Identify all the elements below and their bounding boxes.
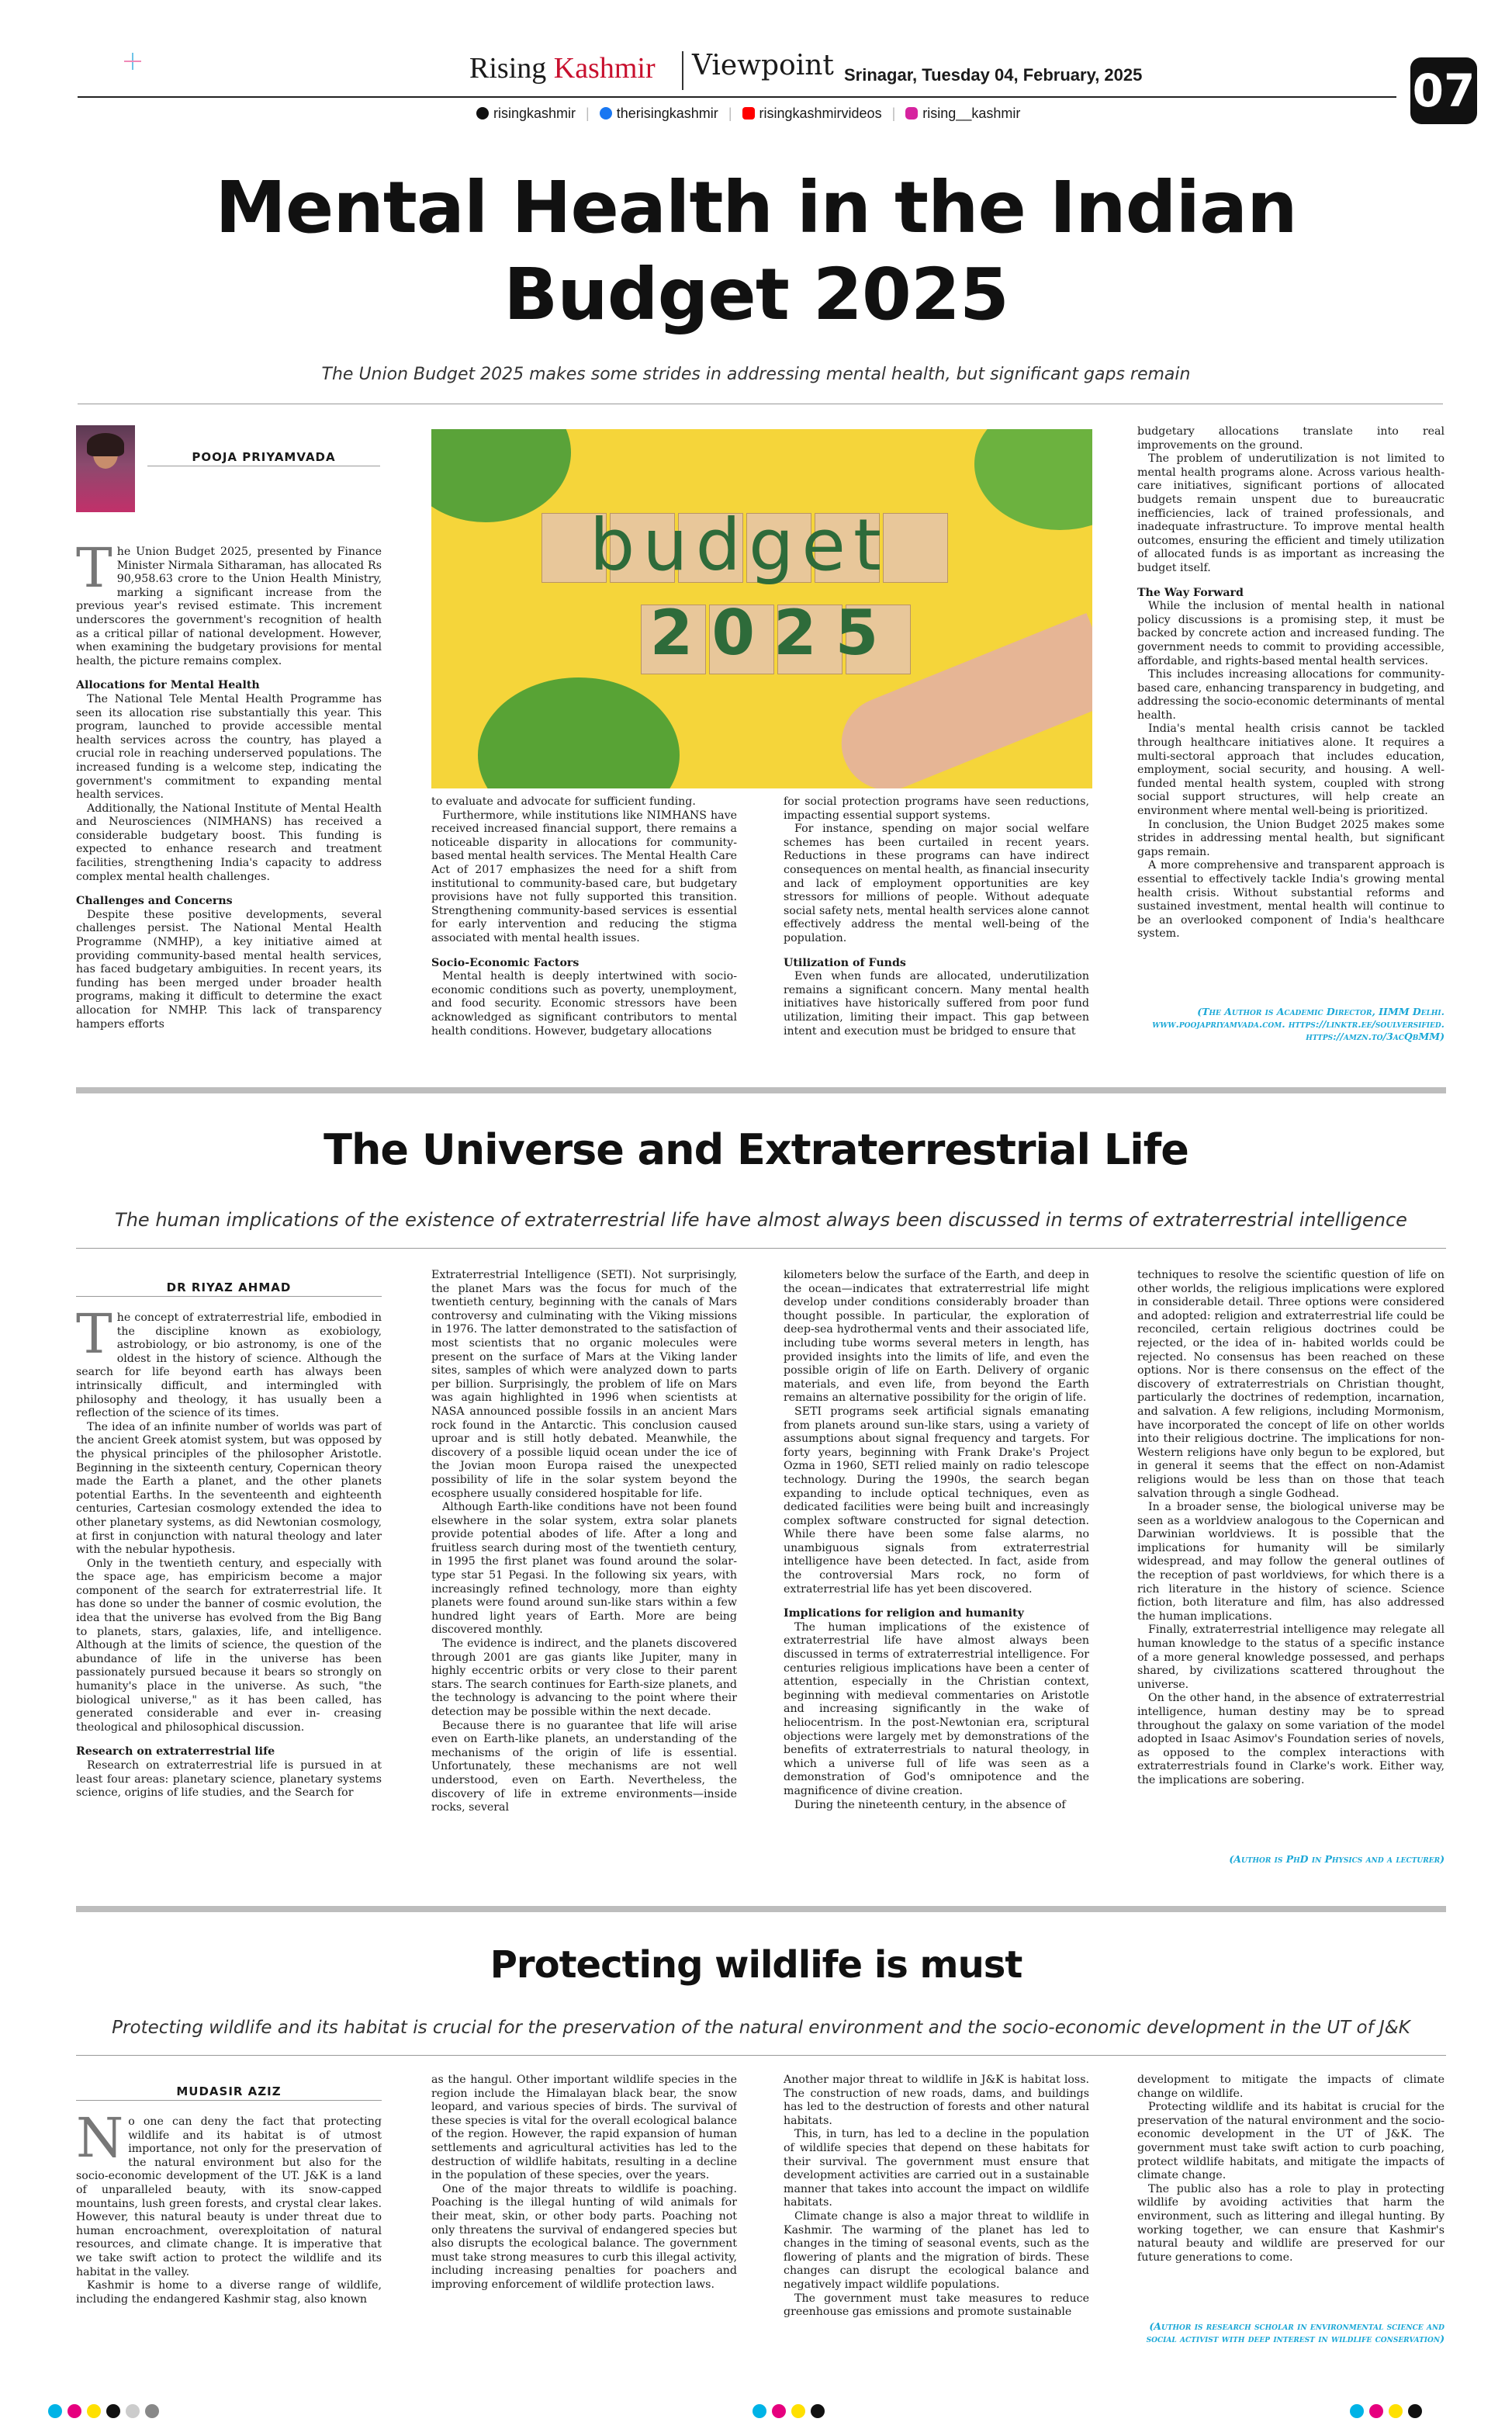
article3-col3: Another major threat to wildlife in J&K is habitat loss. The construction of new roads, dams, and buildings has led to the destruction of forests and other natural habitats. This, in turn, has led to a decline in the population of wildlife species that depend on these habitats for their survival. The government must ensure that development activities are carried out in a sustainable manner that takes into account the impact on wildlife habitats. Climate change is also a major threat to wildlife in Kashmir. The warming of the planet has led to changes in the timing of seasonal events, such as the flowering of plants and the migration of birds. These changes can disrupt the ecological balance and negatively impact wildlife populations. The government must take measures to reduce greenhouse gas emissions and promote sustainable (784, 2074, 1089, 2319)
masthead-divider (682, 51, 683, 90)
article3-col4: development to mitigate the impacts of climate change on wildlife. Protecting wildlife and its habitat is crucial for the preservation of the natural environment and the socio-economic development in the UT of J&K. The government must take swift action to curb poaching, protect wildlife habitats, and mitigate the impacts of climate change. The public also has a role to play in protecting wildlife by avoiding activities that harm the environment, such as littering and illegal hunting. By working together, we can ensure that Kashmir's natural beauty and wildlife are preserved for our future generations to come. (1137, 2074, 1445, 2264)
article1-byline: POOJA PRIYAMVADA (192, 450, 336, 464)
article2-col2: Extraterrestrial Intelligence (SETI). Not surprisingly, the planet Mars was the focus for much of the twentieth century, beginning with the canals of Mars controversy and culminating with the Viking missions in 1976. The latter demonstrated to the satisfaction of most scientists that no organic molecules were present on the surface of Mars at the Viking lander sites, samples of which were analyzed down to parts per billion. Surprisingly, the problem of life on Mars was again highlighted in 1996 when scientists at NASA announced possible fossils in an ancient Mars rock found in the Antarctic. This conclusion caused uproar and is still hotly debated. Meanwhile, the discovery of a possible liquid ocean under the ice of the Jovian moon Europa raised the unexpected possibility of life in the solar system beyond the ecosphere usually considered hospitable for life. Although Earth-like conditions have not been found elsewhere in the solar system, extra solar planets provide potential abodes of life. After a long and fruitless search during most of the twentieth century, in 1995 the first planet was found around the solar-type star 51 Pegasi. In the following six years, with increasingly refined technology, more than eighty planets were found around sun-like stars within a few hundred light years of Earth. More are being discovered monthly. The evidence is indirect, and the planets discovered through 2001 are gas giants like Jupiter, many in highly eccentric orbits or very close to their parent stars. The search continues for Earth-size planets, and the technology is advancing to the point where their detection may be possible within the next decade. Because there is no guarantee that life will arise even on Earth-like planets, an understanding of the mechanisms of the origin of life is essential. Unfortunately, these mechanisms are not well understood, even on Earth. Nevertheless, the discovery of life in extreme environments—inside rocks, several (431, 1269, 737, 1814)
masthead-rule (78, 96, 1396, 98)
social-x[interactable]: risingkashmir (476, 106, 576, 121)
section-divider-2 (76, 1906, 1446, 1912)
section-name: Viewpoint (692, 50, 834, 81)
article2-col1: T he concept of extraterrestrial life, embodied in the discipline known as exobiology, astrobiology, or bio astronomy, is one of the oldest in the history of science. Although the search for life beyond earth has always been intrinsically difficult, and intermingled with philosophy and theology, it has usually been a reflection of the science of its times. The idea of an infinite number of worlds was part of the ancient Greek atomist system, but was opposed by the physical principles of the philosopher Aristotle. Beginning in the sixteenth century, Copernican theory made the Earth a planet, and the other planets potential Earths. In the seventeenth and eighteenth centuries, Cartesian cosmology extended the idea to other planetary systems, as did Newtonian cosmology, at first in conjunction with natural theology and later with the nebular hypothesis. Only in the twentieth century, and especially with the space age, has empiricism become a major component of the search for extraterrestrial life. It has done so under the banner of cosmic evolution, the idea that the universe has evolved from the Big Bang to planets, stars, galaxies, life, and intelligence. Although at the limits of science, the question of the abundance of life in the universe has been passionately pursued because it bears so strongly on humanity's place in the universe. As such, "the biological universe," as it has been called, has generated considerable and ever in- creasing theological and philosophical discussion. Research on extraterrestrial life Research on extraterrestrial life is pursued in at least four areas: planetary science, planetary systems science, origins of life studies, and the Search for (76, 1312, 382, 1800)
brand-rising: Rising (469, 52, 547, 85)
masthead (0, 0, 1512, 136)
brand-kashmir: Kashmir (553, 52, 656, 85)
article2-title: The Universe and Extraterrestrial Life (324, 1125, 1188, 1174)
article2-col4: techniques to resolve the scientific question of life on other worlds, the religious implications were explored in considerable detail. Three options were considered and adopted: religion and extraterrestrial life could be reconciled, certain religious doctrines could be rejected, or the idea of in- habited worlds could be rejected. No consensus has been reached on these options. Nor is there consensus on the effect of the discovery of extraterrestrials on Christian thought, particularly the doctrines of redemption, incarnation, and salvation. A few religions, including Mormonism, have incorporated the concept of life on other worlds into their religious doctrine. The implications for non-Western religions have only begun to be explored, but in general it seems that the effect on non-Adamist religions would be less than on those that teach salvation through a single Godhead. In a broader sense, the biological universe may be seen as a worldview analogous to the Copernican and Darwinian worldviews. It is possible that the implications for humanity will be similarly widespread, and may follow the general outlines of the reception of past worldviews, for which there is a rich literature in the history of science. Science fiction, both literature and film, has also addressed the human implications. Finally, extraterrestrial intelligence may relegate all human knowledge to the status of a specific instance of a more general knowledge possessed, and perhaps shared, by civilizations scattered throughout the universe. On the other hand, in the absence of extraterrestrial intelligence, human destiny may be to spread throughout the galaxy on some variation of the model adopted in Isaac Asimov's Foundation series of novels, as opposed to the complex interactions with extraterrestrials found in Clarke's work. Either way, the implications are sobering. (1137, 1269, 1445, 1786)
article2-byline: DR RIYAZ AHMAD (166, 1280, 292, 1294)
x-icon (476, 107, 489, 120)
article1-title: Mental Health in the Indian Budget 2025 (215, 166, 1297, 336)
section-divider-1 (76, 1087, 1446, 1093)
article3-title: Protecting wildlife is must (490, 1943, 1022, 1987)
article1-col1: T he Union Budget 2025, presented by Finance Minister Nirmala Sitharaman, has allocated Rs 90,958.63 crore to the Union Health Ministry, marking a significant increase from the previous year's revised estimate. This increment underscores the government's recognition of health as a critical pillar of national development. However, when examining the budgetary provisions for mental health, the picture remains complex. Allocations for Mental Health The National Tele Mental Health Programme has seen its allocation rise substantially this year. This program, launched to provide accessible mental health services across the country, has played a crucial role in reaching underserved populations. The increased funding is a welcome step, indicating the government's commitment to expanding mental health services. Additionally, the National Institute of Mental Health and Neurosciences (NIMHANS) has received a considerable budgetary boost. This funding is expected to enhance research and treatment facilities, strengthening India's capacity to address complex mental health challenges. Challenges and Concerns Despite these positive developments, several challenges persist. The National Mental Health Programme (NMHP), a key initiative aimed at providing community-based mental health services, has faced budgetary ambiguities. In recent years, its funding has been merged under broader health programs, making it difficult to determine the exact allocation for NMHP. This lack of transparency hampers efforts (76, 546, 382, 1031)
article1-author-note: (The Author is Academic Director, IIMM Delhi. www.poojapriyamvada.com. https://linktr.ee/soulversified. https://amzn.to/3acQbMM) (1152, 1006, 1445, 1042)
social-facebook[interactable]: therisingkashmir (600, 106, 718, 121)
page-number: 07 (1410, 57, 1477, 124)
article3-byline: MUDASIR AZIZ (176, 2084, 282, 2098)
youtube-icon (742, 107, 755, 120)
brand-logo (469, 51, 656, 85)
article1-col2: to evaluate and advocate for sufficient funding. Furthermore, while institutions like NIMHANS have received increased financial support, there remains a noticeable disparity in allocations for community-based mental health services. The Mental Health Care Act of 2017 emphasizes the need for a shift from institutional to community-based care, but budgetary provisions have not fully supported this transition. Strengthening community-based services is essential for early intervention and reducing the stigma associated with mental health issues. Socio-Economic Factors Mental health is deeply intertwined with socio-economic conditions such as poverty, unemployment, and food security. Economic stressors have been acknowledged as significant contributors to mental health conditions. However, budgetary allocations (431, 795, 737, 1038)
registration-mark-icon (124, 53, 141, 70)
year-word: 2025 (649, 597, 898, 669)
article2-col3: kilometers below the surface of the Earth, and deep in the ocean—indicates that extraterrestrial life might develop under conditions considerably broader than thought possible. In particular, the exploration of deep-sea hydrothermal vents and their associated life, including tube worms several meters in length, has provided insights into the limits of life, and even the possible origin of life on Earth. Delivery of organic materials, and even life, from beyond the Earth remains an alternative possibility for the origin of life. SETI programs seek artificial signals emanating from planets around sun-like stars, using a variety of assumptions about signal frequency and targets. For forty years, beginning with Frank Drake's Project Ozma in 1960, SETI relied mainly on radio telescope technology. During the 1990s, the search began expanding to include optical techniques, even as dedicated facilities were being built and increasingly complex software constructed for signal detection. While there have been some false alarms, no unambiguous signals from extraterrestrial intelligence have been detected. In fact, aside from the controversial Mars rock, no form of extraterrestrial life has yet been discovered. Implications for religion and humanity The human implications of the existence of extraterrestrial life have almost always been discussed in terms of extraterrestrial intelligence. For centuries religious implications have been a center of attention, especially in the Christian context, beginning with medieval commentaries on Aristotle and increasing significantly in the wake of heliocentrism. In the post-Newtonian era, scriptural objections were largely met by demonstrations of the benefits of extraterrestrials to natural theology, in which a universe full of life was seen as a demonstration of God's omnipotence and the magnificence of divine creation. During the nineteenth century, in the absence of (784, 1269, 1089, 1811)
drop-cap: T (76, 546, 112, 600)
article2-deck-rule (76, 1248, 1446, 1249)
budget-word: budget (589, 504, 890, 587)
article3-deck: Protecting wildlife and its habitat is crucial for the preservation of the natural environment and the socio-economic development in the UT of J&K (112, 2018, 1410, 2038)
article3-deck-rule (76, 2055, 1446, 2056)
print-registration-marks (48, 2404, 164, 2421)
instagram-icon (905, 107, 918, 120)
facebook-icon (600, 107, 612, 120)
article3-author-note: (Author is research scholar in environmental science and social activist with deep interest in wildlife conservation) (1146, 2320, 1445, 2344)
social-links: risingkashmir | therisingkashmir | risingkashmirvideos | rising__kashmir (476, 106, 1020, 122)
article1-col3: for social protection programs have seen reductions, impacting essential support systems. For instance, spending on major social welfare schemes has been curtailed in recent years. Reductions in these programs can have indirect consequences on mental health, as financial insecurity and lack of employment opportunities are key stressors for millions of people. Without adequate social safety nets, mental health services alone cannot effectively address the mental well-being of the population. Utilization of Funds Even when funds are allocated, underutilization remains a significant concern. Many mental health initiatives have historically suffered from poor fund utilization, limiting their impact. This gap between intent and execution must be bridged to ensure that (784, 795, 1089, 1038)
article1-deck: The Union Budget 2025 makes some strides in addressing mental health, but significant gaps remain (321, 365, 1191, 384)
social-instagram[interactable]: rising__kashmir (905, 106, 1020, 121)
drop-cap: T (76, 1312, 112, 1366)
social-youtube[interactable]: risingkashmirvideos (742, 106, 882, 121)
budget-image (431, 429, 1092, 788)
dateline: Srinagar, Tuesday 04, February, 2025 (844, 65, 1143, 85)
article2-author-note: (Author is PhD in Physics and a lecturer) (1229, 1853, 1445, 1865)
byline-rule (76, 1296, 382, 1297)
print-registration-marks (753, 2404, 830, 2421)
drop-cap: N (76, 2115, 124, 2170)
article3-col1: N o one can deny the fact that protecting wildlife and its habitat is of utmost importance, not only for the preservation of the natural environment but also for the socio-economic development of the UT. J&K is a land of unparalleled beauty, with its snow-capped mountains, lush green forests, and crystal clear lakes. However, this natural beauty is under threat due to human encroachment, overexploitation of natural resources, and climate change. It is imperative that we take swift action to protect the wildlife and its habitat in the valley. Kashmir is home to a diverse range of wildlife, including the endangered Kashmir stag, also known (76, 2115, 382, 2306)
article2-deck: The human implications of the existence of extraterrestrial life have almost always been discussed in terms of extraterrestrial intelligence (115, 1209, 1407, 1231)
author-photo (76, 425, 135, 512)
article3-col2: as the hangul. Other important wildlife species in the region include the Himalayan black bear, the snow leopard, and various species of birds. The survival of these species is vital for the overall ecological balance of the region. However, the rapid expansion of human settlements and agricultural activities has led to the destruction of wildlife habitats, resulting in a decline in the population of these species, over the years. One of the major threats to wildlife is poaching. Poaching is the illegal hunting of wild animals for their meat, skin, or other body parts. Poaching not only threatens the survival of endangered species but also disrupts the ecological balance. The government must take strong measures to curb this illegal activity, including increasing penalties for poachers and improving enforcement of wildlife protection laws. (431, 2074, 737, 2291)
article1-col4: budgetary allocations translate into real improvements on the ground. The problem of underutilization is not limited to mental health programs alone. Across various health-care initiatives, significant portions of allocated budgets remain unspent due to bureaucratic inefficiencies, lack of trained professionals, and inadequate infrastructure. To improve mental health outcomes, ensuring the efficient and timely utilization of allocated funds is as important as increasing the budget itself. The Way Forward While the inclusion of mental health in national policy discussions is a promising step, it must be backed by concrete action and increased funding. The government needs to commit to providing accessible, affordable, and rights-based mental health services. This includes increasing allocations for community-based care, enhancing transparency in budgeting, and addressing the socio-economic determinants of mental health. India's mental health crisis cannot be tackled through healthcare initiatives alone. It requires a multi-sectoral approach that includes education, employment, social security, and housing. A well-funded mental health system, coupled with strong social support structures, will help create an environment where mental well-being is prioritized. In conclusion, the Union Budget 2025 makes some strides in addressing mental health, but significant gaps remain. A more comprehensive and transparent approach is essential to effectively tackle India's growing mental health crisis. Without substantial reforms and sustained investment, mental health will continue to be an overlooked component of India's healthcare system. (1137, 425, 1445, 941)
print-registration-marks (1350, 2404, 1427, 2421)
byline-rule (76, 2100, 382, 2101)
